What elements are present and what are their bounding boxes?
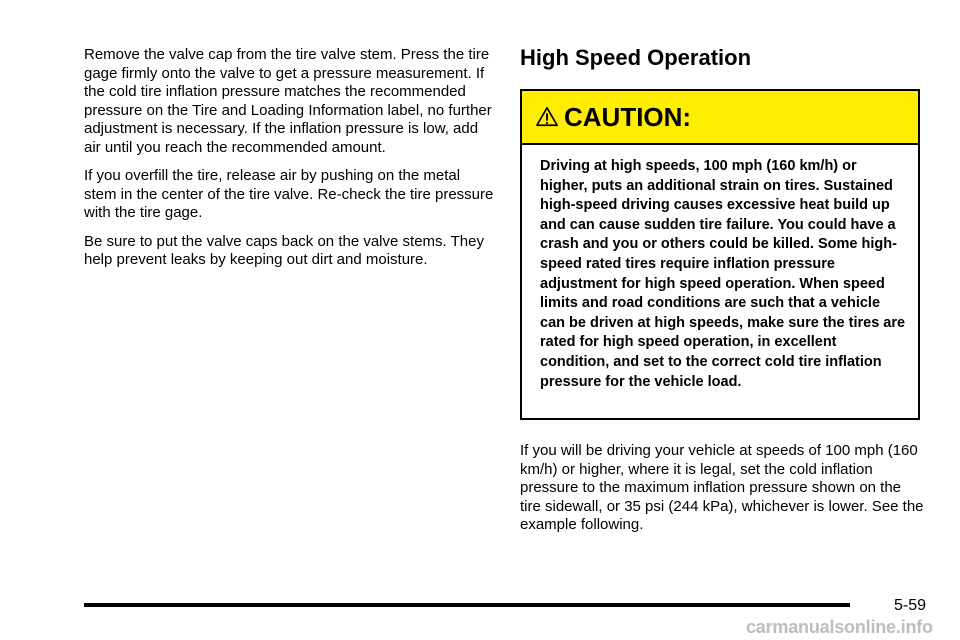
paragraph-high-speed-pressure: If you will be driving your vehicle at speeds of 100 mph (160 km/h) or higher, where it is legal, set the cold inflation pressure to the maximum inflation pressure shown on the tire sidewall, or 35 psi (244 kPa), whichever is lower. See the example following. bbox=[520, 442, 924, 533]
warning-triangle-icon bbox=[536, 106, 558, 128]
footer-rule bbox=[84, 603, 850, 607]
page-number: 5-59 bbox=[894, 597, 927, 614]
caution-header bbox=[522, 91, 918, 145]
left-column bbox=[84, 46, 496, 280]
section-title: High Speed Operation bbox=[520, 45, 752, 70]
caution-box bbox=[520, 89, 920, 420]
right-column bbox=[520, 44, 924, 533]
caution-title: CAUTION: bbox=[564, 102, 692, 132]
watermark: carmanualsonline.info bbox=[746, 617, 933, 637]
paragraph-valve-caps: Be sure to put the valve caps back on the valve stems. They help prevent leaks by keeping out dirt and moisture. bbox=[84, 232, 484, 268]
paragraph-check-pressure: Remove the valve cap from the tire valve stem. Press the tire gage firmly onto the valve to get a pressure measurement. If the cold tire inflation pressure matches the recommended pressure on the Tire and Loading Information label, no further adjustment is necessary. If the inflation pressure is low, add air until you reach the recommended amount. bbox=[84, 46, 492, 156]
caution-body: Driving at high speeds, 100 mph (160 km/h) or higher, puts an additional strain on tires. Sustained high-speed driving causes excessive heat build up and can cause sudden tire failure. You could have a crash and you or others could be killed. Some high-speed rated tires require inflation pressure adjustment for high speed operation. When speed limits and road conditions are such that a vehicle can be driven at high speeds, make sure the tires are rated for high speed operation, in excellent condition, and set to the correct cold tire inflation pressure for the vehicle load. bbox=[540, 158, 906, 390]
paragraph-overfill: If you overfill the tire, release air by pushing on the metal stem in the center of the tire valve. Re-check the tire pressure with the tire gage. bbox=[84, 167, 494, 221]
